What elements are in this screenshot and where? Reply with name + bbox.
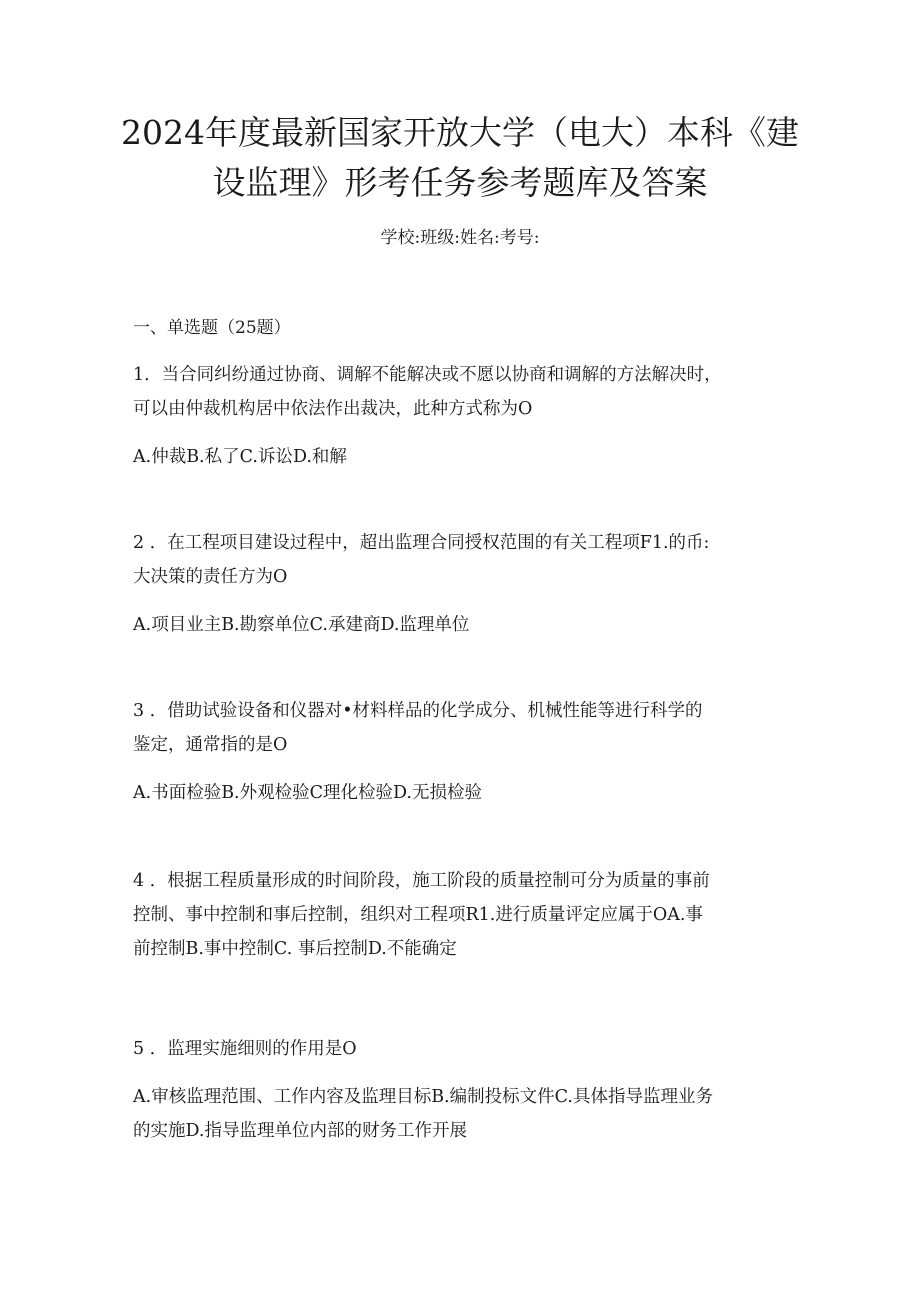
question-1 — [133, 358, 793, 474]
question-text-line: 大决策的责任方为O — [133, 567, 288, 587]
question-5 — [133, 1032, 793, 1148]
student-info-line: 学校:班级:姓名:考号: — [380, 228, 540, 248]
section-heading: 一、单选题（25题） — [133, 318, 291, 338]
question-options: A.审核监理范围、工作内容及监理目标B.编制投标文件C.具体指导监理业务 — [133, 1087, 713, 1107]
title-line-1: 2024年度最新国家开放大学（电大）本科《建 — [121, 113, 799, 152]
question-text-line: 控制、事中控制和事后控制，组织对工程项R1.进行质量评定应属于OA.事 — [133, 905, 703, 925]
question-text-line: 前控制B.事中控制C. 事后控制D.不能确定 — [133, 939, 457, 959]
question-text-line: 鉴定，通常指的是O — [133, 735, 288, 755]
question-text-line: 3 ．借助试验设备和仪器对•材料样品的化学成分、机械性能等进行科学的 — [133, 701, 703, 721]
question-text-line: 2 ．在工程项目建设过程中，超出监理合同授权范围的有关工程项F1.的币: — [133, 533, 710, 553]
question-text-line: 5 ．监理实施细则的作用是O — [133, 1039, 357, 1059]
question-options: A.仲裁B.私了C.诉讼D.和解 — [133, 447, 347, 467]
question-options: A.项目业主B.勘察单位C.承建商D.监理单位 — [133, 615, 470, 635]
question-2 — [133, 526, 793, 642]
document-title — [110, 108, 810, 208]
question-4 — [133, 864, 793, 966]
question-options: 的实施D.指导监理单位内部的财务工作开展 — [133, 1121, 467, 1141]
question-3 — [133, 694, 793, 810]
question-text-line: 1．当合同纠纷通过协商、调解不能解决或不愿以协商和调解的方法解决时， — [133, 365, 722, 385]
question-options: A.书面检验B.外观检验C理化检验D.无损检验 — [133, 783, 482, 803]
question-text-line: 可以由仲裁机构居中依法作出裁决，此种方式称为O — [133, 399, 533, 419]
question-text-line: 4 ．根据工程质量形成的时间阶段，施工阶段的质量控制可分为质量的事前 — [133, 871, 710, 891]
title-line-2: 设监理》形考任务参考题库及答案 — [212, 163, 708, 202]
